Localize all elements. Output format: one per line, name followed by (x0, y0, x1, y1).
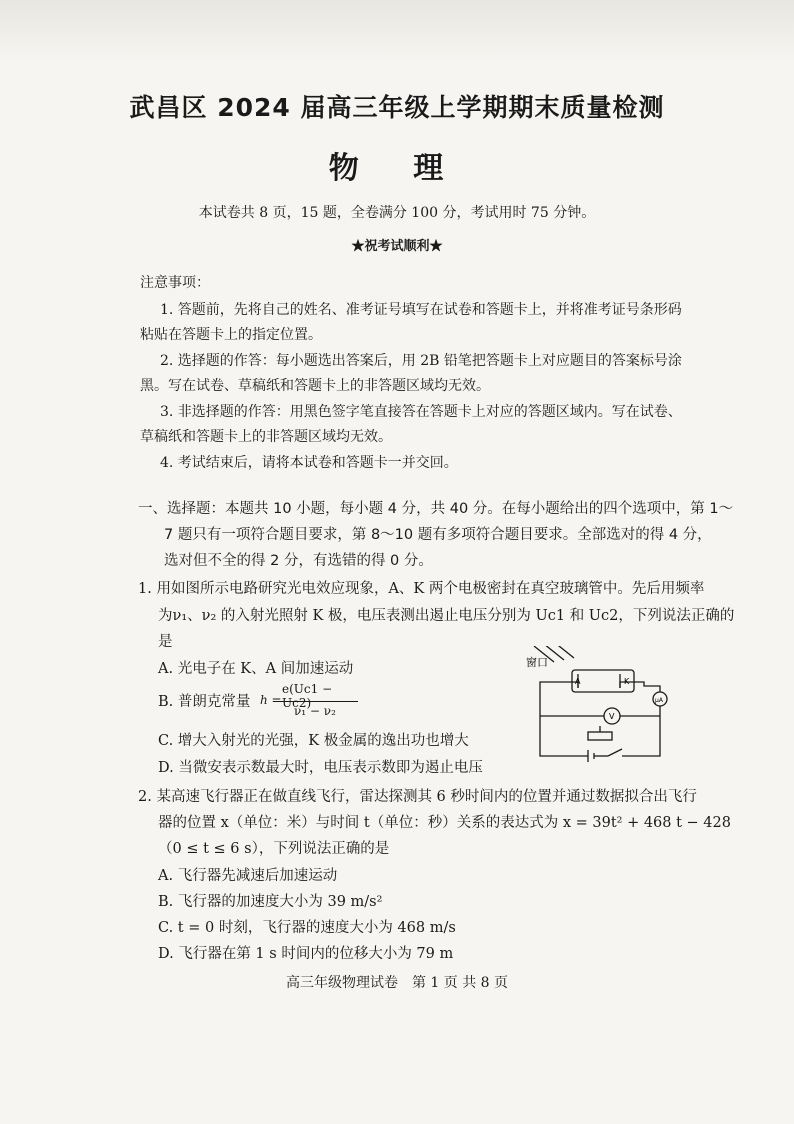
q2-stem-line2: 器的位置 x（单位：米）与时间 t（单位：秒）关系的表达式为 x = 39t² + 468 t − 428 (158, 815, 731, 831)
subject-title: 物 理 (328, 151, 466, 186)
circuit-wire-left (540, 682, 588, 756)
q1-option-a: A. 光电子在 K、A 间加速运动 (158, 661, 354, 677)
q2-option-a: A. 飞行器先减速后加速运动 (158, 868, 338, 884)
q2-stem-line3: （0 ≤ t ≤ 6 s），下列说法正确的是 (158, 841, 390, 857)
notice-item-1: 1. 答题前，先将自己的姓名、准考证号填写在试卷和答题卡上，并将准考证号条形码 (160, 302, 682, 318)
microammeter-label: μA (655, 697, 663, 704)
q1-stem-line1: 1. 用如图所示电路研究光电效应现象，A、K 两个电极密封在真空玻璃管中。先后用频率 (138, 581, 705, 597)
anode-label: A (575, 677, 581, 686)
good-luck-line: ★祝考试顺利★ (351, 239, 443, 254)
notice-item-3-cont: 草稿纸和答题卡上的非答题区域均无效。 (140, 429, 392, 445)
notice-item-4: 4. 考试结束后，请将本试卷和答题卡一并交回。 (160, 455, 458, 471)
q1-planck-formula (260, 682, 360, 724)
scan-shadow (0, 0, 794, 60)
fraction-bar (280, 701, 358, 702)
circuit-wire-right (622, 706, 660, 756)
q2-stem-line1: 2. 某高速飞行器正在做直线飞行，雷达探测其 6 秒时间内的位置并通过数据拟合出飞行 (138, 789, 697, 805)
section-heading-line1: 一、选择题：本题共 10 小题，每小题 4 分，共 40 分。在每小题给出的四个选项中，第 1～ (138, 501, 734, 517)
voltmeter-label: V (609, 712, 615, 721)
notice-heading: 注意事项： (140, 275, 210, 291)
q1-stem-line3: 是 (158, 634, 173, 650)
q1-option-b: B. 普朗克常量 (158, 694, 251, 710)
section-heading-line2: 7 题只有一项符合题目要求，第 8～10 题有多项符合题目要求。全部选对的得 4 分， (164, 527, 712, 543)
formula-numerator: e(Uc1 − Uc2) (282, 682, 333, 710)
notice-item-1-cont: 粘贴在答题卡上的指定位置。 (140, 327, 322, 343)
q2-option-d: D. 飞行器在第 1 s 时间内的位移大小为 79 m (158, 946, 454, 962)
formula-lhs: h = (260, 693, 282, 707)
incident-light-ray (554, 646, 574, 658)
q2-option-c: C. t = 0 时刻，飞行器的速度大小为 468 m/s (158, 920, 456, 936)
window-label: 窗口 (526, 656, 548, 669)
switch (608, 749, 622, 756)
photoelectric-circuit-diagram (524, 646, 674, 768)
q1-stem-line2: 为ν₁、ν₂ 的入射光照射 K 极，电压表测出遏止电压分别为 Uc1 和 Uc2，下列说法正确的 (158, 608, 735, 624)
section-heading-line3: 选对但不全的得 2 分，有选错的得 0 分。 (164, 553, 433, 569)
rheostat (588, 732, 612, 740)
q1-option-d: D. 当微安表示数最大时，电压表示数即为遏止电压 (158, 760, 483, 776)
formula-denominator: ν₁ − ν₂ (294, 704, 336, 718)
q1-option-c: C. 增大入射光的光强，K 极金属的逸出功也增大 (158, 733, 469, 749)
q2-option-b: B. 飞行器的加速度大小为 39 m/s² (158, 894, 383, 910)
notice-item-2-cont: 黑。写在试卷、草稿纸和答题卡上的非答题区域均无效。 (140, 378, 490, 394)
notice-item-2: 2. 选择题的作答：每小题选出答案后，用 2B 铅笔把答题卡上对应题目的答案标号涂 (160, 353, 682, 369)
exam-title: 武昌区 2024 届高三年级上学期期末质量检测 (129, 93, 665, 122)
cathode-label: K (624, 677, 630, 686)
exam-info: 本试卷共 8 页，15 题，全卷满分 100 分，考试用时 75 分钟。 (198, 205, 596, 221)
notice-item-3: 3. 非选择题的作答：用黑色签字笔直接答在答题卡上对应的答题区域内。写在试卷、 (160, 404, 682, 420)
page-footer: 高三年级物理试卷 第 1 页 共 8 页 (285, 975, 509, 991)
